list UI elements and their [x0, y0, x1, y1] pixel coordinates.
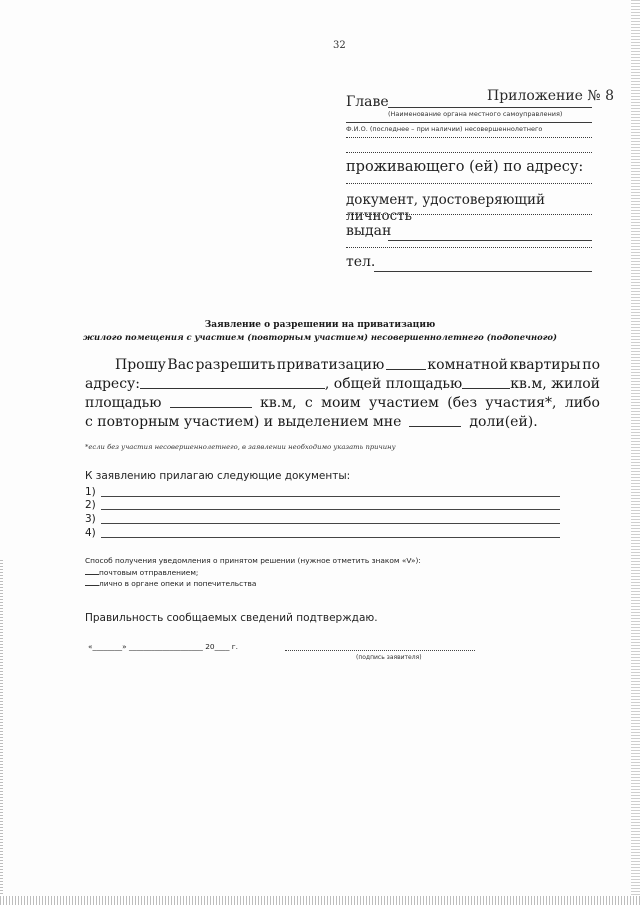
phone-label: тел.	[346, 254, 376, 270]
page-number: 32	[333, 40, 346, 51]
id-doc-label: документ, удостоверяющий личность	[346, 192, 545, 224]
document-item-2[interactable]	[85, 498, 560, 511]
word: Вас	[167, 357, 194, 373]
issued-line[interactable]	[388, 240, 592, 241]
item-number: 3)	[85, 513, 96, 525]
address-line[interactable]	[346, 183, 592, 184]
item-number: 2)	[85, 499, 96, 511]
document-item-4[interactable]	[85, 526, 560, 539]
word: либо	[564, 395, 600, 411]
share-blank[interactable]	[409, 413, 461, 427]
date-field[interactable]: «________» ____________________ 20____ г.	[88, 642, 238, 651]
word: моим	[321, 395, 361, 411]
option-label: лично в органе опеки и попечительства	[99, 579, 257, 588]
word: участия*,	[485, 395, 557, 411]
scan-edge-bottom	[0, 896, 640, 905]
fio-line-2[interactable]	[346, 152, 592, 153]
issued-row	[346, 223, 596, 245]
word: участием	[368, 395, 439, 411]
body-line-3	[85, 394, 600, 413]
word: Прошу	[115, 357, 166, 373]
word: комнатной	[427, 357, 509, 373]
footnote: *если без участия несовершеннолетнего, в заявлении необходимо указать причину	[85, 443, 396, 451]
request-paragraph	[85, 356, 600, 432]
address-blank[interactable]	[140, 375, 325, 389]
fio-line-1[interactable]	[346, 137, 592, 138]
scan-edge-right	[631, 0, 640, 905]
phone-line[interactable]	[374, 271, 592, 272]
word: с повторным участием) и выделением мне	[85, 414, 402, 430]
item-number: 4)	[85, 527, 96, 539]
word: (без	[447, 395, 478, 411]
living-area-blank[interactable]	[170, 394, 252, 408]
word: разрешить	[195, 357, 276, 373]
confirmation-text: Правильность сообщаемых сведений подтверждаю.	[85, 612, 378, 624]
word: квартиры	[509, 357, 581, 373]
to-row	[346, 94, 596, 110]
notify-option-in-person[interactable]	[85, 578, 256, 588]
word: приватизацию	[276, 357, 385, 373]
fio-caption: Ф.И.О. (последнее – при наличии) несовершеннолетнего	[346, 125, 543, 133]
application-subtitle: жилого помещения с участием (повторным участием) несовершеннолетнего (подопечного)	[83, 332, 557, 342]
document-item-3[interactable]	[85, 512, 560, 525]
document-item-1[interactable]	[85, 485, 560, 498]
body-line-4	[85, 413, 600, 432]
checkbox-blank[interactable]	[85, 567, 99, 575]
residing-label: проживающего (ей) по адресу:	[346, 159, 584, 175]
recipient-block	[346, 94, 596, 270]
document-line[interactable]	[101, 523, 560, 524]
item-number: 1)	[85, 486, 96, 498]
application-title: Заявление о разрешении на приватизацию	[204, 320, 436, 330]
to-line[interactable]	[388, 107, 592, 108]
signature-line[interactable]	[285, 650, 475, 651]
issued-label: выдан	[346, 223, 392, 239]
appendix-label: Приложение № 8	[487, 88, 614, 104]
word: кв.м,	[260, 395, 297, 411]
word: с	[304, 395, 313, 411]
id-doc-line[interactable]	[346, 214, 592, 215]
document-line[interactable]	[101, 496, 560, 497]
checkbox-blank[interactable]	[85, 578, 99, 586]
document-line[interactable]	[101, 509, 560, 510]
body-line-1	[85, 356, 600, 375]
total-area-blank[interactable]	[462, 375, 510, 389]
documents-heading: К заявлению прилагаю следующие документы:	[85, 470, 351, 482]
word: площадью	[85, 395, 162, 411]
authority-line-2[interactable]	[346, 122, 592, 123]
rooms-count-blank[interactable]	[386, 356, 426, 370]
word: адресу:	[85, 376, 141, 392]
issued-line-2[interactable]	[346, 247, 592, 248]
word: кв.м, жилой	[510, 376, 600, 392]
option-label: почтовым отправлением;	[99, 568, 199, 577]
signature-caption: (подпись заявителя)	[356, 654, 422, 661]
body-line-2	[85, 375, 600, 394]
authority-caption: (Наименование органа местного самоуправления)	[388, 110, 563, 118]
document-line[interactable]	[101, 537, 560, 538]
word: доли(ей).	[469, 414, 538, 430]
word: , общей площадью	[324, 376, 463, 392]
to-label: Главе	[346, 94, 389, 110]
phone-row	[346, 254, 596, 276]
word: по	[582, 357, 600, 373]
notify-option-mail[interactable]	[85, 567, 198, 577]
notification-heading: Способ получения уведомления о принятом решении (нужное отметить знаком «V»):	[85, 556, 421, 565]
scan-edge-left	[0, 560, 3, 905]
